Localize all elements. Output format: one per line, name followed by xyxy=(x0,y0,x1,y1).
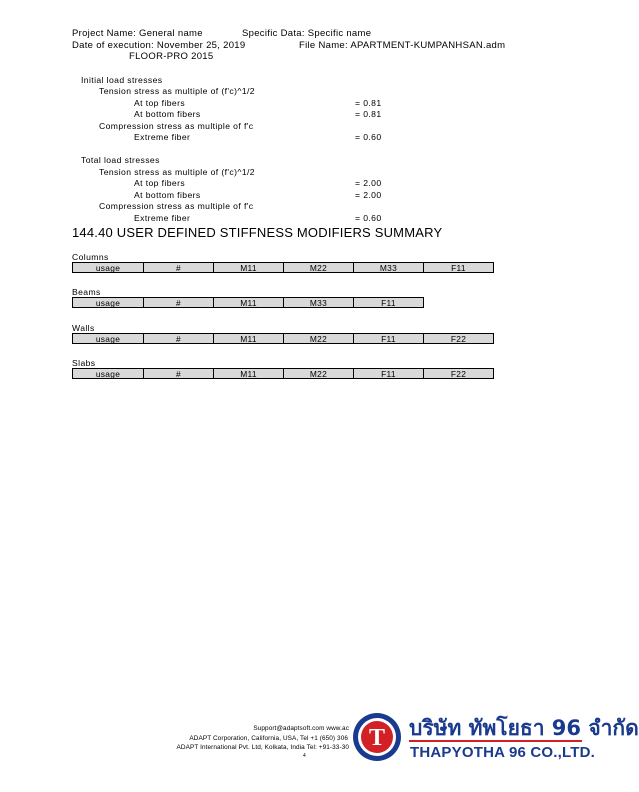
beams-table xyxy=(72,297,424,308)
table-header-cell: M11 xyxy=(213,334,283,343)
slabs-label: Slabs xyxy=(72,358,96,368)
footer-contact xyxy=(130,725,349,765)
table-header-cell: usage xyxy=(73,298,143,307)
initial-extreme-label: Extreme fiber xyxy=(134,132,191,142)
table-header-cell: F22 xyxy=(423,369,493,378)
table-header-cell: F11 xyxy=(353,369,423,378)
table-header-cell: M33 xyxy=(283,298,353,307)
footer-support-line: Support@adaptsoft.com www.ac xyxy=(253,725,349,732)
table-header-cell: M22 xyxy=(283,263,353,272)
total-extreme-value: = 0.60 xyxy=(355,213,382,223)
initial-bottom-label: At bottom fibers xyxy=(134,109,201,119)
total-tension: Tension stress as multiple of (f'c)^1/2 xyxy=(99,167,255,177)
initial-extreme-value: = 0.60 xyxy=(355,132,382,142)
beams-label: Beams xyxy=(72,287,101,297)
table-header-cell: # xyxy=(143,263,213,272)
logo-letter: T xyxy=(368,725,386,751)
table-header-cell: M22 xyxy=(283,369,353,378)
page-number: 4 xyxy=(303,753,306,759)
initial-bottom-value: = 0.81 xyxy=(355,109,382,119)
footer-corporation-line: ADAPT Corporation, California, USA, Tel +1 (650) 306 xyxy=(189,735,348,742)
table-header-cell: # xyxy=(143,369,213,378)
initial-top-value: = 0.81 xyxy=(355,98,382,108)
initial-heading: Initial load stresses xyxy=(81,75,163,85)
initial-top-label: At top fibers xyxy=(134,98,186,108)
total-extreme-label: Extreme fiber xyxy=(134,213,191,223)
table-header-cell: M11 xyxy=(213,263,283,272)
total-bottom-label: At bottom fibers xyxy=(134,190,201,200)
table-header-cell: usage xyxy=(73,369,143,378)
columns-label: Columns xyxy=(72,252,109,262)
total-top-label: At top fibers xyxy=(134,178,186,188)
company-name-english: THAPYOTHA 96 CO.,LTD. xyxy=(410,744,596,761)
table-header-cell: F11 xyxy=(353,298,423,307)
table-header-cell: # xyxy=(143,334,213,343)
table-header-cell: usage xyxy=(73,334,143,343)
company-name-thai: บริษัท ทัพโยธา 96 จำกัด xyxy=(409,716,639,740)
total-bottom-value: = 2.00 xyxy=(355,190,382,200)
execution-date: Date of execution: November 25, 2019 xyxy=(72,40,246,51)
table-header-cell: usage xyxy=(73,263,143,272)
total-compression: Compression stress as multiple of f'c xyxy=(99,201,254,211)
table-header-cell: F11 xyxy=(353,334,423,343)
footer-international-line: ADAPT International Pvt. Ltd, Kolkata, India Tel: +91-33-30 xyxy=(176,744,349,751)
table-header-cell: M11 xyxy=(213,298,283,307)
specific-data: Specific Data: Specific name xyxy=(242,28,372,39)
table-header-cell: M11 xyxy=(213,369,283,378)
walls-label: Walls xyxy=(72,323,95,333)
file-name: File Name: APARTMENT-KUMPANHSAN.adm xyxy=(299,40,506,51)
total-top-value: = 2.00 xyxy=(355,178,382,188)
total-heading: Total load stresses xyxy=(81,155,160,165)
project-name: Project Name: General name xyxy=(72,28,203,39)
logo-divider xyxy=(409,740,582,742)
section-title: 144.40 USER DEFINED STIFFNESS MODIFIERS SUMMARY xyxy=(72,225,443,240)
company-logo-icon xyxy=(352,712,402,762)
table-header-cell: # xyxy=(143,298,213,307)
program-name: FLOOR-PRO 2015 xyxy=(129,51,214,62)
columns-table xyxy=(72,262,494,273)
initial-compression: Compression stress as multiple of f'c xyxy=(99,121,254,131)
initial-tension: Tension stress as multiple of (f'c)^1/2 xyxy=(99,86,255,96)
table-header-cell: F22 xyxy=(423,334,493,343)
walls-table xyxy=(72,333,494,344)
slabs-table xyxy=(72,368,494,379)
table-header-cell: F11 xyxy=(423,263,493,272)
table-header-cell: M33 xyxy=(353,263,423,272)
table-header-cell: M22 xyxy=(283,334,353,343)
